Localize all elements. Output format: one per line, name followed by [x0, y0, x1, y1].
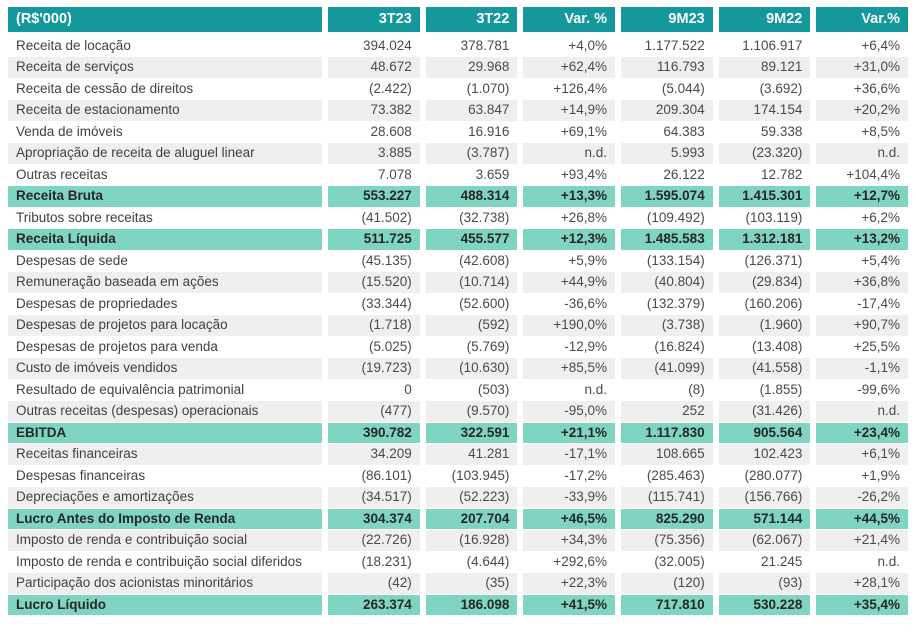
cell-value: +93,4% [517, 165, 615, 187]
cell-value: (31.426) [713, 401, 811, 423]
table-row [8, 444, 908, 466]
cell-value: (4.644) [420, 552, 518, 574]
cell-value: (592) [420, 315, 518, 337]
cell-value: 102.423 [713, 444, 811, 466]
cell-value: (1.718) [322, 315, 420, 337]
table-row [8, 251, 908, 273]
cell-value: +46,5% [517, 509, 615, 531]
unit-header-cell: (R$'000) [8, 7, 322, 36]
cell-value: -17,2% [517, 466, 615, 488]
cell-value: (93) [713, 573, 811, 595]
cell-value: 378.781 [420, 36, 518, 58]
row-label: Participação dos acionistas minoritários [8, 573, 322, 595]
table-row [8, 337, 908, 359]
col-header-9m23: 9M23 [615, 7, 713, 36]
cell-value: 553.227 [322, 186, 420, 208]
cell-value: +8,5% [810, 122, 908, 144]
table-row [8, 509, 908, 531]
cell-value: -17,1% [517, 444, 615, 466]
cell-value: (9.570) [420, 401, 518, 423]
cell-value: (2.422) [322, 79, 420, 101]
table-row [8, 530, 908, 552]
cell-value: (42.608) [420, 251, 518, 273]
cell-value: (132.379) [615, 294, 713, 316]
cell-value: (23.320) [713, 143, 811, 165]
cell-value: (19.723) [322, 358, 420, 380]
cell-value: 89.121 [713, 57, 811, 79]
cell-value: 59.338 [713, 122, 811, 144]
row-label: Remuneração baseada em ações [8, 272, 322, 294]
cell-value: (75.356) [615, 530, 713, 552]
cell-value: (34.517) [322, 487, 420, 509]
cell-value: 905.564 [713, 423, 811, 445]
cell-value: 252 [615, 401, 713, 423]
cell-value: +25,5% [810, 337, 908, 359]
cell-value: 12.782 [713, 165, 811, 187]
row-label: Depreciações e amortizações [8, 487, 322, 509]
row-label: Despesas de projetos para locação [8, 315, 322, 337]
cell-value: (503) [420, 380, 518, 402]
cell-value: +36,8% [810, 272, 908, 294]
table-row [8, 358, 908, 380]
cell-value: (3.787) [420, 143, 518, 165]
cell-value: 390.782 [322, 423, 420, 445]
col-header-var-q: Var. % [517, 7, 615, 36]
row-label: Receita de estacionamento [8, 100, 322, 122]
cell-value: (15.520) [322, 272, 420, 294]
cell-value: +13,2% [810, 229, 908, 251]
cell-value: 1.106.917 [713, 36, 811, 58]
row-label: Outras receitas (despesas) operacionais [8, 401, 322, 423]
header-row [8, 7, 908, 36]
row-label: Despesas financeiras [8, 466, 322, 488]
income-statement-table [8, 7, 908, 616]
row-label: Receita Bruta [8, 186, 322, 208]
cell-value: +90,7% [810, 315, 908, 337]
cell-value: -12,9% [517, 337, 615, 359]
row-label: Apropriação de receita de aluguel linear [8, 143, 322, 165]
table-row [8, 100, 908, 122]
table-row [8, 272, 908, 294]
cell-value: +85,5% [517, 358, 615, 380]
cell-value: (477) [322, 401, 420, 423]
cell-value: -17,4% [810, 294, 908, 316]
cell-value: +62,4% [517, 57, 615, 79]
cell-value: (33.344) [322, 294, 420, 316]
cell-value: +26,8% [517, 208, 615, 230]
row-label: Lucro Antes do Imposto de Renda [8, 509, 322, 531]
row-label: Outras receitas [8, 165, 322, 187]
cell-value: (5.769) [420, 337, 518, 359]
cell-value: +14,9% [517, 100, 615, 122]
cell-value: 73.382 [322, 100, 420, 122]
row-label: Despesas de projetos para venda [8, 337, 322, 359]
cell-value: 116.793 [615, 57, 713, 79]
cell-value: (103.119) [713, 208, 811, 230]
cell-value: 174.154 [713, 100, 811, 122]
table-row [8, 595, 908, 617]
cell-value: (16.928) [420, 530, 518, 552]
table-row [8, 315, 908, 337]
cell-value: (109.492) [615, 208, 713, 230]
row-label: Imposto de renda e contribuição social [8, 530, 322, 552]
cell-value: 394.024 [322, 36, 420, 58]
cell-value: 511.725 [322, 229, 420, 251]
cell-value: (120) [615, 573, 713, 595]
cell-value: +6,1% [810, 444, 908, 466]
cell-value: 717.810 [615, 595, 713, 617]
table-row [8, 573, 908, 595]
cell-value: (1.070) [420, 79, 518, 101]
cell-value: +12,3% [517, 229, 615, 251]
cell-value: 263.374 [322, 595, 420, 617]
cell-value: 1.595.074 [615, 186, 713, 208]
cell-value: (41.558) [713, 358, 811, 380]
cell-value: (8) [615, 380, 713, 402]
row-label: Receita Líquida [8, 229, 322, 251]
cell-value: -95,0% [517, 401, 615, 423]
cell-value: 108.665 [615, 444, 713, 466]
cell-value: +44,9% [517, 272, 615, 294]
col-header-3t22: 3T22 [420, 7, 518, 36]
cell-value: (156.766) [713, 487, 811, 509]
cell-value: n.d. [810, 143, 908, 165]
cell-value: (285.463) [615, 466, 713, 488]
cell-value: +44,5% [810, 509, 908, 531]
cell-value: (52.600) [420, 294, 518, 316]
cell-value: +4,0% [517, 36, 615, 58]
table-row [8, 487, 908, 509]
table-row [8, 165, 908, 187]
row-label: Receita de serviços [8, 57, 322, 79]
col-header-3t23: 3T23 [322, 7, 420, 36]
cell-value: 64.383 [615, 122, 713, 144]
cell-value: +6,4% [810, 36, 908, 58]
table-row [8, 79, 908, 101]
cell-value: 207.704 [420, 509, 518, 531]
cell-value: 209.304 [615, 100, 713, 122]
cell-value: (40.804) [615, 272, 713, 294]
cell-value: (280.077) [713, 466, 811, 488]
cell-value: +126,4% [517, 79, 615, 101]
cell-value: (32.738) [420, 208, 518, 230]
cell-value: 41.281 [420, 444, 518, 466]
table-row [8, 552, 908, 574]
cell-value: n.d. [810, 401, 908, 423]
cell-value: +6,2% [810, 208, 908, 230]
cell-value: (126.371) [713, 251, 811, 273]
cell-value: 26.122 [615, 165, 713, 187]
cell-value: (29.834) [713, 272, 811, 294]
cell-value: +31,0% [810, 57, 908, 79]
cell-value: 3.659 [420, 165, 518, 187]
cell-value: (160.206) [713, 294, 811, 316]
cell-value: +69,1% [517, 122, 615, 144]
cell-value: (5.025) [322, 337, 420, 359]
cell-value: +13,3% [517, 186, 615, 208]
cell-value: +21,4% [810, 530, 908, 552]
row-label: Receita de cessão de direitos [8, 79, 322, 101]
cell-value: +41,5% [517, 595, 615, 617]
cell-value: +5,9% [517, 251, 615, 273]
cell-value: +36,6% [810, 79, 908, 101]
row-label: Despesas de sede [8, 251, 322, 273]
cell-value: 455.577 [420, 229, 518, 251]
cell-value: (45.135) [322, 251, 420, 273]
table-row [8, 401, 908, 423]
cell-value: 1.312.181 [713, 229, 811, 251]
cell-value: (35) [420, 573, 518, 595]
row-label: Despesas de propriedades [8, 294, 322, 316]
cell-value: 3.885 [322, 143, 420, 165]
cell-value: 7.078 [322, 165, 420, 187]
cell-value: -1,1% [810, 358, 908, 380]
cell-value: (3.692) [713, 79, 811, 101]
cell-value: (1.855) [713, 380, 811, 402]
col-header-9m22: 9M22 [713, 7, 811, 36]
row-label: Custo de imóveis vendidos [8, 358, 322, 380]
cell-value: (22.726) [322, 530, 420, 552]
row-label: Receitas financeiras [8, 444, 322, 466]
cell-value: 186.098 [420, 595, 518, 617]
cell-value: +104,4% [810, 165, 908, 187]
cell-value: (10.630) [420, 358, 518, 380]
table-row [8, 466, 908, 488]
cell-value: (62.067) [713, 530, 811, 552]
cell-value: -33,9% [517, 487, 615, 509]
col-header-var-ytd: Var.% [810, 7, 908, 36]
table-row [8, 294, 908, 316]
cell-value: (133.154) [615, 251, 713, 273]
cell-value: (41.502) [322, 208, 420, 230]
cell-value: n.d. [517, 380, 615, 402]
cell-value: 34.209 [322, 444, 420, 466]
cell-value: (115.741) [615, 487, 713, 509]
cell-value: 63.847 [420, 100, 518, 122]
table-row [8, 143, 908, 165]
cell-value: (13.408) [713, 337, 811, 359]
cell-value: +1,9% [810, 466, 908, 488]
table-row [8, 36, 908, 58]
cell-value: (103.945) [420, 466, 518, 488]
row-label: Resultado de equivalência patrimonial [8, 380, 322, 402]
cell-value: 1.415.301 [713, 186, 811, 208]
table-row [8, 380, 908, 402]
table-row [8, 423, 908, 445]
cell-value: 530.228 [713, 595, 811, 617]
cell-value: 48.672 [322, 57, 420, 79]
cell-value: +22,3% [517, 573, 615, 595]
cell-value: 0 [322, 380, 420, 402]
cell-value: +190,0% [517, 315, 615, 337]
cell-value: +5,4% [810, 251, 908, 273]
cell-value: (3.738) [615, 315, 713, 337]
cell-value: -26,2% [810, 487, 908, 509]
cell-value: 571.144 [713, 509, 811, 531]
table-row [8, 122, 908, 144]
row-label: Imposto de renda e contribuição social diferidos [8, 552, 322, 574]
cell-value: (18.231) [322, 552, 420, 574]
row-label: Lucro Líquido [8, 595, 322, 617]
cell-value: -36,6% [517, 294, 615, 316]
cell-value: (32.005) [615, 552, 713, 574]
cell-value: 1.117.830 [615, 423, 713, 445]
cell-value: +28,1% [810, 573, 908, 595]
cell-value: 304.374 [322, 509, 420, 531]
cell-value: +20,2% [810, 100, 908, 122]
cell-value: (86.101) [322, 466, 420, 488]
cell-value: (41.099) [615, 358, 713, 380]
cell-value: 29.968 [420, 57, 518, 79]
cell-value: 28.608 [322, 122, 420, 144]
cell-value: +23,4% [810, 423, 908, 445]
cell-value: (42) [322, 573, 420, 595]
cell-value: +34,3% [517, 530, 615, 552]
cell-value: 1.177.522 [615, 36, 713, 58]
table-row [8, 229, 908, 251]
row-label: Receita de locação [8, 36, 322, 58]
table-body [8, 36, 908, 617]
cell-value: n.d. [517, 143, 615, 165]
cell-value: (5.044) [615, 79, 713, 101]
cell-value: +21,1% [517, 423, 615, 445]
table-row [8, 208, 908, 230]
cell-value: (10.714) [420, 272, 518, 294]
row-label: Venda de imóveis [8, 122, 322, 144]
cell-value: 16.916 [420, 122, 518, 144]
cell-value: n.d. [810, 552, 908, 574]
cell-value: 1.485.583 [615, 229, 713, 251]
cell-value: 825.290 [615, 509, 713, 531]
cell-value: +12,7% [810, 186, 908, 208]
row-label: EBITDA [8, 423, 322, 445]
cell-value: (16.824) [615, 337, 713, 359]
cell-value: 21.245 [713, 552, 811, 574]
cell-value: -99,6% [810, 380, 908, 402]
cell-value: 488.314 [420, 186, 518, 208]
cell-value: 322.591 [420, 423, 518, 445]
table-row [8, 186, 908, 208]
cell-value: 5.993 [615, 143, 713, 165]
cell-value: +35,4% [810, 595, 908, 617]
cell-value: (1.960) [713, 315, 811, 337]
table-row [8, 57, 908, 79]
cell-value: +292,6% [517, 552, 615, 574]
row-label: Tributos sobre receitas [8, 208, 322, 230]
cell-value: (52.223) [420, 487, 518, 509]
